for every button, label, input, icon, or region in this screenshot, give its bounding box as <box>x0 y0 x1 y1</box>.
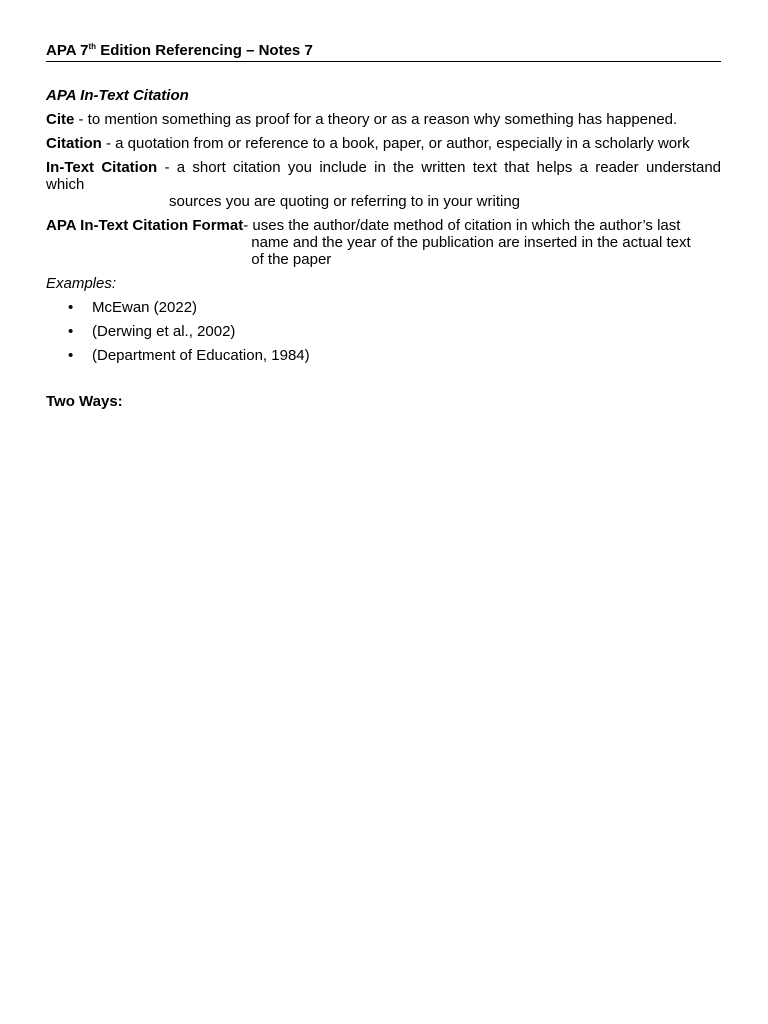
definition-format <box>46 217 721 268</box>
definition-cite <box>46 111 721 128</box>
bullet-icon: • <box>68 347 74 364</box>
examples-label: Examples: <box>46 275 117 292</box>
definition-format-text <box>243 217 721 268</box>
two-ways-heading: Two Ways: <box>46 393 123 410</box>
definition-in-text-citation-line-1 <box>46 159 721 176</box>
definition-format-line-2: name and the year of the publication are inserted in the actual text <box>251 234 691 251</box>
section-title: APA In-Text Citation <box>46 87 189 104</box>
definition-in-text-citation-line-3: sources you are quoting or referring to in your writing <box>169 193 521 210</box>
definition-in-text-citation <box>46 159 721 210</box>
list-item <box>46 299 721 316</box>
example-text: (Derwing et al., 2002) <box>92 323 236 340</box>
header-title-prefix: APA 7 <box>46 42 89 59</box>
header-title-superscript: th <box>88 42 97 51</box>
definition-cite-text: - to mention something as proof for a theory or as a reason why something has happened. <box>74 111 678 128</box>
definition-format-line-3: of the paper <box>251 251 332 268</box>
example-text: (Department of Education, 1984) <box>92 347 310 364</box>
list-item <box>46 347 721 364</box>
definition-format-block <box>46 217 721 268</box>
definition-citation <box>46 135 721 152</box>
term-format: APA In-Text Citation Format <box>46 217 244 234</box>
list-item <box>46 323 721 340</box>
definition-citation-text: - a quotation from or reference to a book, paper, or author, especially in a scholarly work <box>101 135 690 152</box>
bullet-icon: • <box>68 299 74 316</box>
example-text: McEwan (2022) <box>92 299 198 316</box>
term-cite: Cite <box>46 111 75 128</box>
definition-in-text-citation-text-1: - a short citation you include in the written text that helps a reader understand <box>157 159 721 176</box>
header-title-suffix: Edition Referencing – Notes 7 <box>96 42 313 59</box>
page-header <box>46 42 721 62</box>
term-in-text-citation: In-Text Citation <box>46 159 158 176</box>
definition-format-line-1: - uses the author/date method of citation in which the author’s last <box>243 217 681 234</box>
definition-in-text-citation-line-2: which <box>46 176 85 193</box>
examples-list <box>46 299 721 364</box>
document-body <box>46 87 721 410</box>
bullet-icon: • <box>68 323 74 340</box>
term-citation: Citation <box>46 135 102 152</box>
